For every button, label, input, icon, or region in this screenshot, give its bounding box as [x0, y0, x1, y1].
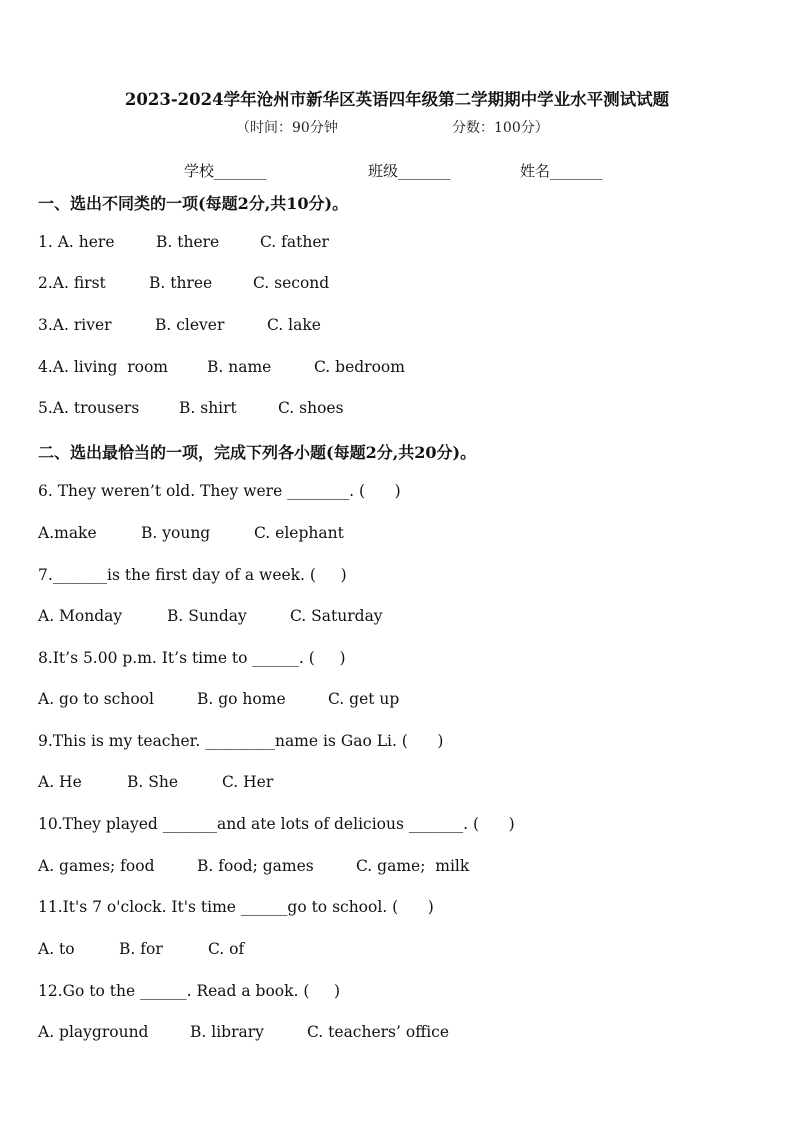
option-c: C. Her	[222, 773, 274, 791]
option-c: C. teachers’ office	[307, 1023, 450, 1041]
option-a: A. games; food	[38, 857, 155, 875]
option-c: C. second	[253, 274, 330, 292]
option-c: C. father	[260, 233, 329, 251]
option-c: C. shoes	[278, 399, 344, 417]
question-3: 3.A. river	[38, 316, 112, 334]
time-info: （时间：90分钟	[236, 120, 338, 136]
option-b: B. three	[149, 274, 213, 292]
option-c: C. Saturday	[290, 607, 383, 625]
page-title: 2023-2024学年沧州市新华区英语四年级第二学期期中学业水平测试试题	[124, 90, 670, 109]
option-b: B. clever	[155, 316, 225, 334]
question-8: 8.It’s 5.00 p.m. It’s time to ______. ( )	[38, 649, 346, 667]
option-c: C. bedroom	[314, 358, 405, 376]
option-c: C. of	[208, 940, 245, 958]
option-a: A. playground	[38, 1023, 149, 1041]
option-b: B. there	[156, 233, 220, 251]
question-11: 11.It's 7 o'clock. It's time ______go to school. ( )	[38, 898, 434, 916]
option-a: A. go to school	[38, 690, 154, 708]
name-field: 姓名_______	[520, 162, 603, 180]
class-field: 班级_______	[368, 162, 451, 180]
school-field: 学校_______	[184, 162, 267, 180]
option-c: C. get up	[328, 690, 400, 708]
question-10: 10.They played _______and ate lots of delicious _______. ( )	[38, 815, 515, 833]
question-12: 12.Go to the ______. Read a book. ( )	[38, 982, 341, 1000]
option-a: A. Monday	[38, 607, 123, 625]
question-4: 4.A. living room	[38, 358, 168, 376]
option-a: A.make	[38, 524, 97, 542]
option-b: B. go home	[197, 690, 286, 708]
option-b: B. for	[119, 940, 163, 958]
option-a: A. to	[38, 940, 75, 958]
score-info: 分数：100分）	[452, 120, 549, 136]
question-1: 1. A. here	[38, 233, 115, 251]
option-c: C. lake	[267, 316, 321, 334]
question-5: 5.A. trousers	[38, 399, 140, 417]
section-heading-2: 二、选出最恰当的一项，完成下列各小题(每题2分,共20分)。	[38, 443, 477, 462]
option-c: C. elephant	[254, 524, 344, 542]
option-b: B. food; games	[197, 857, 314, 875]
question-6: 6. They weren’t old. They were ________. ( )	[38, 482, 401, 500]
question-9: 9.This is my teacher. _________name is Gao Li. ( )	[38, 732, 444, 750]
option-b: B. shirt	[179, 399, 237, 417]
option-b: B. name	[207, 358, 272, 376]
option-a: A. He	[38, 773, 82, 791]
option-b: B. young	[141, 524, 211, 542]
section-heading-1: 一、选出不同类的一项(每题2分,共10分)。	[38, 194, 349, 213]
option-b: B. Sunday	[167, 607, 247, 625]
question-2: 2.A. first	[38, 274, 106, 292]
option-c: C. game; milk	[356, 857, 470, 875]
option-b: B. library	[190, 1023, 264, 1041]
option-b: B. She	[127, 773, 179, 791]
question-7: 7._______is the first day of a week. ( )	[38, 566, 347, 584]
